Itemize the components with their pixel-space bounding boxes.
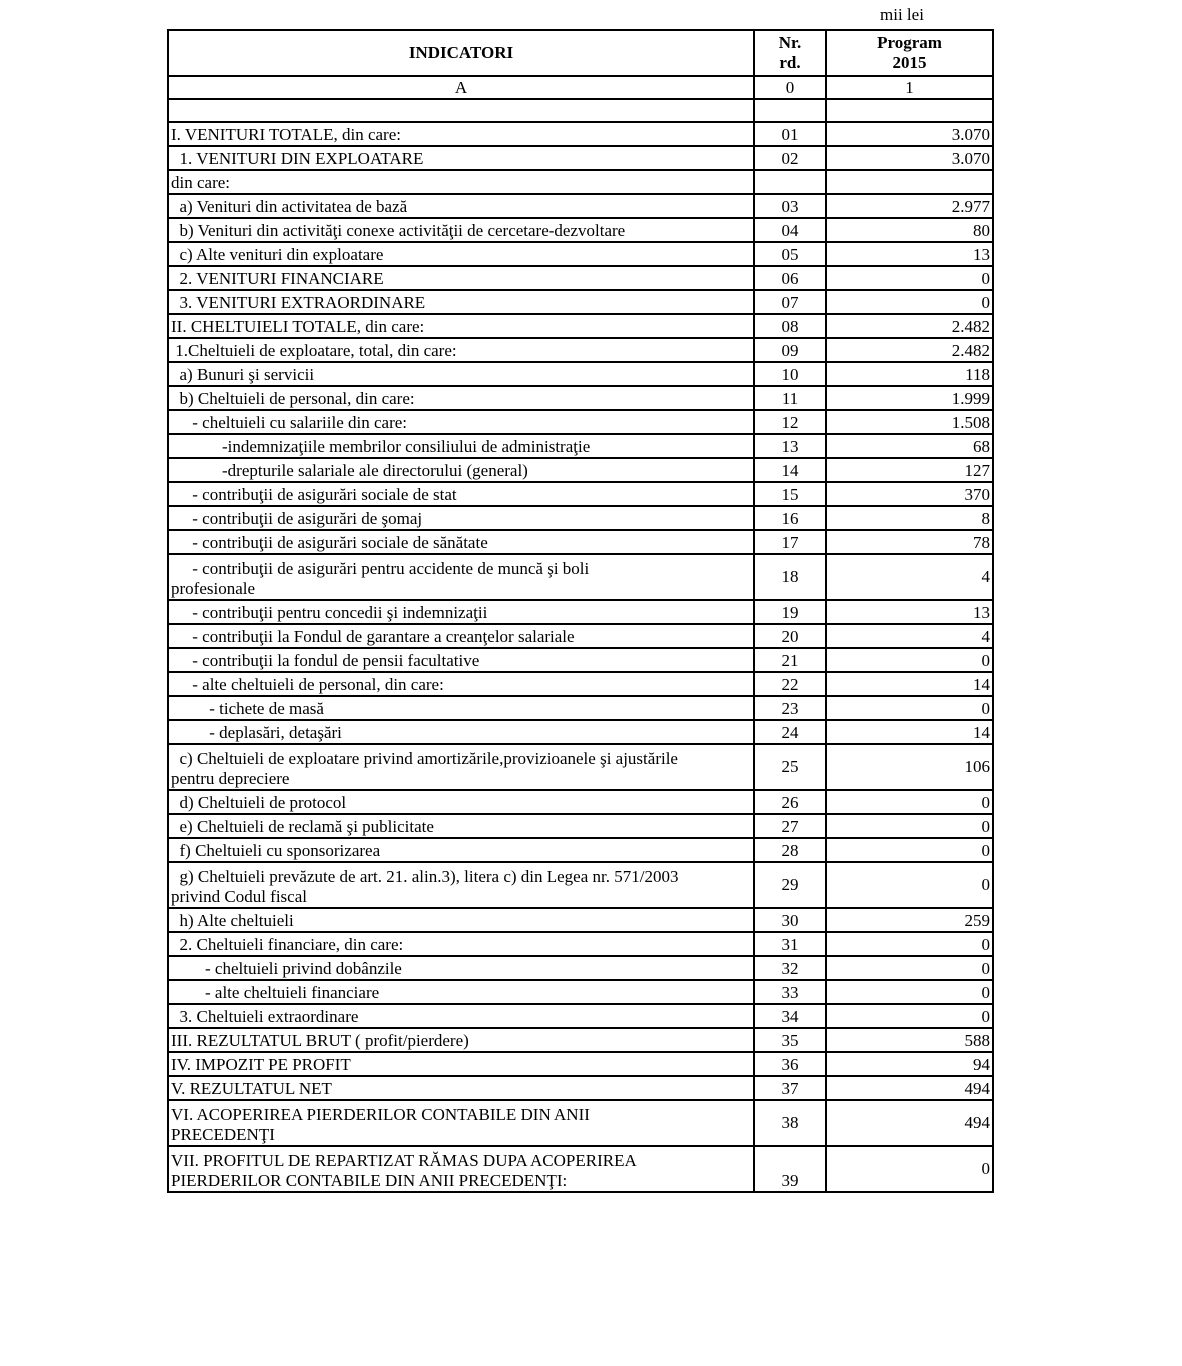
table-row — [168, 1076, 993, 1100]
row-number: 07 — [754, 290, 826, 314]
table-row — [168, 672, 993, 696]
row-number: 35 — [754, 1028, 826, 1052]
indicator-label: f) Cheltuieli cu sponsorizarea — [168, 838, 754, 862]
table-row — [168, 862, 993, 908]
table-row — [168, 554, 993, 600]
row-number: 16 — [754, 506, 826, 530]
indicator-label: - tichete de masă — [168, 696, 754, 720]
indicator-label: 2. VENITURI FINANCIARE — [168, 266, 754, 290]
header-program-line1: Program — [877, 33, 942, 52]
program-value: 8 — [826, 506, 993, 530]
table-row — [168, 482, 993, 506]
indicator-label: 2. Cheltuieli financiare, din care: — [168, 932, 754, 956]
program-value: 0 — [826, 932, 993, 956]
indicator-label: d) Cheltuieli de protocol — [168, 790, 754, 814]
indicator-label: - contribuţii de asigurări de şomaj — [168, 506, 754, 530]
table-row — [168, 932, 993, 956]
indicator-label: g) Cheltuieli prevăzute de art. 21. alin.3), litera c) din Legea nr. 571/2003 privind Codul fiscal — [168, 862, 754, 908]
table-header-row — [168, 30, 993, 76]
table-row — [168, 624, 993, 648]
row-number: 37 — [754, 1076, 826, 1100]
spacer-cell — [754, 99, 826, 122]
program-value: 118 — [826, 362, 993, 386]
table-row — [168, 506, 993, 530]
table-row — [168, 1146, 993, 1192]
table-row — [168, 908, 993, 932]
program-value: 0 — [826, 1004, 993, 1028]
indicator-label: I. VENITURI TOTALE, din care: — [168, 122, 754, 146]
program-value: 370 — [826, 482, 993, 506]
header-nr — [754, 30, 826, 76]
row-number: 28 — [754, 838, 826, 862]
program-value: 13 — [826, 600, 993, 624]
header-program — [826, 30, 993, 76]
table-row — [168, 410, 993, 434]
indicator-label: VI. ACOPERIREA PIERDERILOR CONTABILE DIN ANII PRECEDENŢI — [168, 1100, 754, 1146]
indicator-label: -drepturile salariale ale directorului (general) — [168, 458, 754, 482]
header-program-line2: 2015 — [892, 53, 927, 72]
indicator-label: - contribuţii de asigurări pentru accidente de muncă şi boli profesionale — [168, 554, 754, 600]
indicator-label: - contribuţii pentru concedii şi indemnizaţii — [168, 600, 754, 624]
table-row — [168, 1100, 993, 1146]
indicator-label: IV. IMPOZIT PE PROFIT — [168, 1052, 754, 1076]
indicator-label: - deplasări, detaşări — [168, 720, 754, 744]
indicator-label: 3. Cheltuieli extraordinare — [168, 1004, 754, 1028]
header-nr-line1: Nr. — [778, 33, 802, 52]
indicator-label: c) Cheltuieli de exploatare privind amortizările,provizioanele şi ajustările pentru depreciere — [168, 744, 754, 790]
program-value: 259 — [826, 908, 993, 932]
program-value: 0 — [826, 290, 993, 314]
row-number: 38 — [754, 1100, 826, 1146]
indicator-label: 3. VENITURI EXTRAORDINARE — [168, 290, 754, 314]
row-number: 22 — [754, 672, 826, 696]
table-row — [168, 338, 993, 362]
program-value: 0 — [826, 956, 993, 980]
table-row — [168, 530, 993, 554]
indicator-label: a) Bunuri şi servicii — [168, 362, 754, 386]
indicator-label: III. REZULTATUL BRUT ( profit/pierdere) — [168, 1028, 754, 1052]
program-value: 2.482 — [826, 314, 993, 338]
row-number: 24 — [754, 720, 826, 744]
table-row — [168, 696, 993, 720]
row-number: 12 — [754, 410, 826, 434]
program-value: 494 — [826, 1076, 993, 1100]
header-nr-line2: rd. — [779, 53, 801, 72]
program-value: 13 — [826, 242, 993, 266]
row-number: 32 — [754, 956, 826, 980]
program-value: 3.070 — [826, 146, 993, 170]
table-row — [168, 1052, 993, 1076]
program-value: 4 — [826, 624, 993, 648]
header-indicators: INDICATORI — [168, 30, 754, 76]
table-row — [168, 980, 993, 1004]
column-letter-0: 0 — [754, 76, 826, 99]
row-number: 31 — [754, 932, 826, 956]
indicator-label: V. REZULTATUL NET — [168, 1076, 754, 1100]
table-row — [168, 218, 993, 242]
row-number: 23 — [754, 696, 826, 720]
row-number: 15 — [754, 482, 826, 506]
indicator-label: - alte cheltuieli de personal, din care: — [168, 672, 754, 696]
table-row — [168, 386, 993, 410]
row-number: 03 — [754, 194, 826, 218]
table-row — [168, 434, 993, 458]
indicator-label: - contribuţii la Fondul de garantare a creanţelor salariale — [168, 624, 754, 648]
indicator-label: a) Venituri din activitatea de bază — [168, 194, 754, 218]
table-row — [168, 790, 993, 814]
column-letter-1: 1 — [826, 76, 993, 99]
program-value: 14 — [826, 672, 993, 696]
program-value: 1.999 — [826, 386, 993, 410]
program-value: 127 — [826, 458, 993, 482]
program-value: 78 — [826, 530, 993, 554]
row-number — [754, 170, 826, 194]
table-row — [168, 266, 993, 290]
row-number: 18 — [754, 554, 826, 600]
row-number: 10 — [754, 362, 826, 386]
column-letters-row — [168, 76, 993, 99]
table-row — [168, 362, 993, 386]
table-row — [168, 170, 993, 194]
program-value: 0 — [826, 814, 993, 838]
indicator-label: e) Cheltuieli de reclamă şi publicitate — [168, 814, 754, 838]
program-value: 80 — [826, 218, 993, 242]
program-value: 0 — [826, 648, 993, 672]
program-value: 68 — [826, 434, 993, 458]
row-number: 34 — [754, 1004, 826, 1028]
table-row — [168, 814, 993, 838]
program-value: 14 — [826, 720, 993, 744]
table-row — [168, 146, 993, 170]
indicator-label: II. CHELTUIELI TOTALE, din care: — [168, 314, 754, 338]
row-number: 36 — [754, 1052, 826, 1076]
program-value: 0 — [826, 862, 993, 908]
row-number: 06 — [754, 266, 826, 290]
table-row — [168, 122, 993, 146]
unit-label: mii lei — [880, 5, 924, 24]
spacer-cell — [168, 99, 754, 122]
row-number: 04 — [754, 218, 826, 242]
program-value — [826, 170, 993, 194]
indicator-label: -indemnizaţiile membrilor consiliului de administraţie — [168, 434, 754, 458]
indicator-label: VII. PROFITUL DE REPARTIZAT RĂMAS DUPA ACOPERIREA PIERDERILOR CONTABILE DIN ANII PRECEDENŢI: — [168, 1146, 754, 1192]
indicator-label: b) Venituri din activităţi conexe activităţii de cercetare-dezvoltare — [168, 218, 754, 242]
table-row — [168, 720, 993, 744]
table-row — [168, 242, 993, 266]
program-value: 494 — [826, 1100, 993, 1146]
indicator-label: - contribuţii la fondul de pensii facultative — [168, 648, 754, 672]
program-value: 106 — [826, 744, 993, 790]
indicator-label: b) Cheltuieli de personal, din care: — [168, 386, 754, 410]
program-value: 4 — [826, 554, 993, 600]
indicator-label: - cheltuieli privind dobânzile — [168, 956, 754, 980]
program-value: 3.070 — [826, 122, 993, 146]
program-value: 0 — [826, 1146, 993, 1192]
program-value: 0 — [826, 980, 993, 1004]
indicator-label: 1. VENITURI DIN EXPLOATARE — [168, 146, 754, 170]
row-number: 02 — [754, 146, 826, 170]
row-number: 30 — [754, 908, 826, 932]
indicator-label: - alte cheltuieli financiare — [168, 980, 754, 1004]
column-letter-a: A — [168, 76, 754, 99]
program-value: 0 — [826, 266, 993, 290]
indicator-label: h) Alte cheltuieli — [168, 908, 754, 932]
program-value: 0 — [826, 696, 993, 720]
table-row — [168, 838, 993, 862]
table-row — [168, 314, 993, 338]
row-number: 33 — [754, 980, 826, 1004]
row-number: 39 — [754, 1146, 826, 1192]
row-number: 19 — [754, 600, 826, 624]
table-row — [168, 600, 993, 624]
spacer-row — [168, 99, 993, 122]
row-number: 13 — [754, 434, 826, 458]
row-number: 14 — [754, 458, 826, 482]
row-number: 25 — [754, 744, 826, 790]
program-value: 0 — [826, 838, 993, 862]
table-row — [168, 194, 993, 218]
table-row — [168, 744, 993, 790]
table-row — [168, 1028, 993, 1052]
indicator-label: - cheltuieli cu salariile din care: — [168, 410, 754, 434]
row-number: 11 — [754, 386, 826, 410]
indicator-label: - contribuţii de asigurări sociale de sănătate — [168, 530, 754, 554]
row-number: 26 — [754, 790, 826, 814]
table-row — [168, 648, 993, 672]
indicator-label: din care: — [168, 170, 754, 194]
table-row — [168, 956, 993, 980]
row-number: 08 — [754, 314, 826, 338]
row-number: 05 — [754, 242, 826, 266]
program-value: 2.482 — [826, 338, 993, 362]
budget-table — [167, 29, 994, 1193]
table-row — [168, 290, 993, 314]
indicator-label: 1.Cheltuieli de exploatare, total, din care: — [168, 338, 754, 362]
program-value: 2.977 — [826, 194, 993, 218]
table-row — [168, 458, 993, 482]
table-body — [168, 99, 993, 1192]
program-value: 0 — [826, 790, 993, 814]
program-value: 588 — [826, 1028, 993, 1052]
indicator-label: c) Alte venituri din exploatare — [168, 242, 754, 266]
row-number: 01 — [754, 122, 826, 146]
row-number: 27 — [754, 814, 826, 838]
program-value: 94 — [826, 1052, 993, 1076]
spacer-cell — [826, 99, 993, 122]
indicator-label: - contribuţii de asigurări sociale de stat — [168, 482, 754, 506]
row-number: 17 — [754, 530, 826, 554]
program-value: 1.508 — [826, 410, 993, 434]
row-number: 09 — [754, 338, 826, 362]
table-row — [168, 1004, 993, 1028]
row-number: 21 — [754, 648, 826, 672]
row-number: 29 — [754, 862, 826, 908]
row-number: 20 — [754, 624, 826, 648]
